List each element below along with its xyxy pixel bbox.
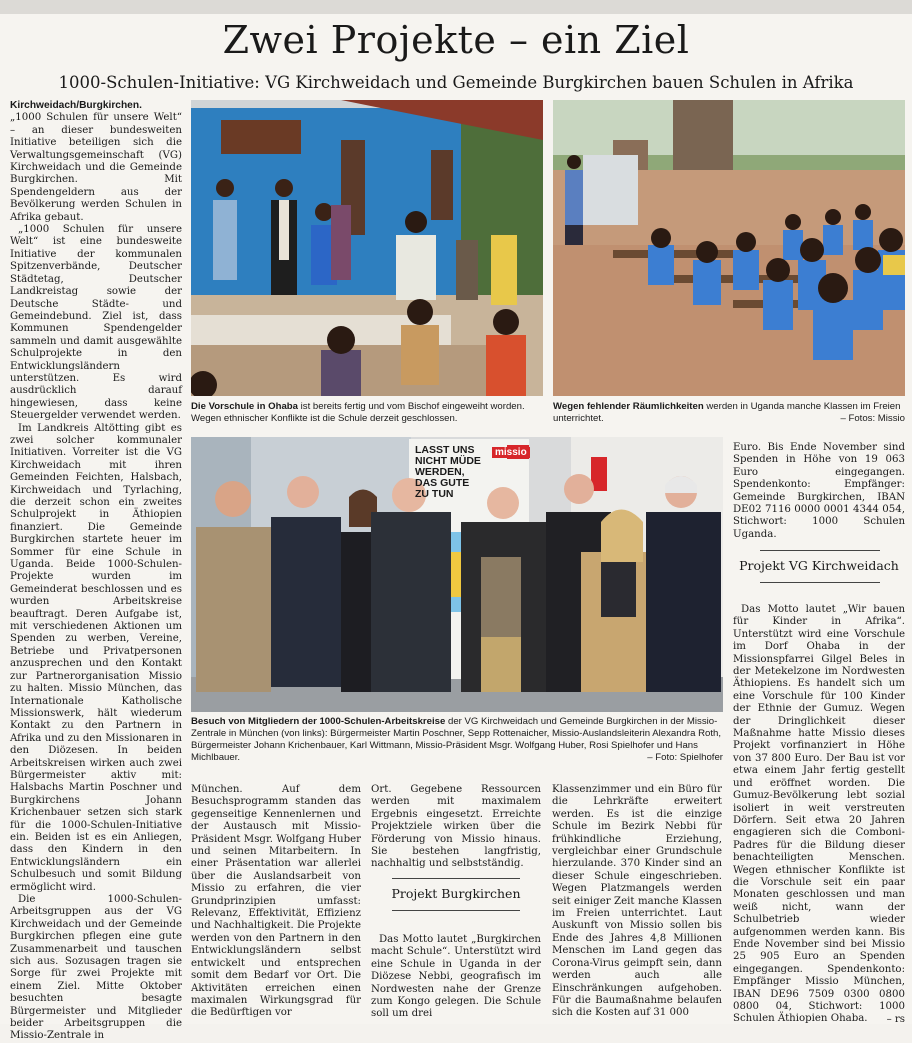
photo-uganda-outdoor-class [553, 100, 905, 396]
paragraph: Euro. Bis Ende November sind Spenden in Höhe von 19 063 Euro eingegangen. Spendenkonto: Empfänger: Gemeinde Burgkirchen, IBAN DE02 7116 0000 0001 4344 054, Stichwort: 1000 Schulen Uganda. [733, 442, 905, 540]
text-column-2 [191, 784, 361, 1020]
caption-text: der VG Kirchweidach und Gemeinde Burgkirchen in der Missio-Zentrale in München (von links): Bürgermeister Martin Poschner, Sepp Rottenaicher, Missio-Auslandsleiterin Alexandra Roth, Bürgermeister Johann Krichenbauer, Karl Wittmann, Missio-Präsident Msgr. Wolfgang Huber, Rosi Spielhofer und Hans Michlbauer. [191, 716, 722, 763]
paragraph: Das Motto lautet „Burgkirchen macht Schule“. Unterstützt wird eine Schule in Uganda in der Diözese Nebbi, geografisch im Nordwesten nahe der Grenze zum Kongo gelegen. Die Schule soll um drei [371, 934, 541, 1020]
text-column-3b [371, 934, 541, 1021]
text-column-1 [10, 100, 182, 1043]
caption-text: werden in Uganda manche Klassen im Freien unterrichtet. [553, 401, 901, 424]
caption-lead: Besuch von Mitgliedern der 1000-Schulen-Arbeitskreise [191, 716, 446, 727]
top-strip [0, 0, 912, 14]
caption-lead: Wegen fehlender Räumlichkeiten [553, 401, 704, 412]
paragraph: Klassenzimmer und ein Büro für die Lehrkräfte erweitert werden. Es ist die einzige Schule im Bezirk Nebbi für frühkindliche Erziehung, vergleichbar einer Grundschule hierzulande. 370 Kinder sind an dieser Schule eingeschrieben. Wegen Platzmangels werden seit einiger Zeit manche Klassen im Freien unterrichtet. Laut Auskunft von Missio sollen bis Ende des Jahres 4,8 Millionen Menschen im Land gegen das Corona-Virus geimpft sein, dann werden auch alle Einschränkungen aufgehoben. Für die Baumaßnahme belaufen sich die Kosten auf 31 000 [552, 784, 722, 1019]
section-rule-bottom [760, 582, 880, 583]
photo-group-missio-munich [191, 437, 723, 712]
text-column-5 [733, 442, 905, 541]
section-rule-top [392, 878, 520, 879]
photo-credit: – Fotos: Missio [840, 413, 905, 424]
article-subheadline: 1000-Schulen-Initiative: VG Kirchweidach und Gemeinde Burgkirchen bauen Schulen in Afrika [58, 73, 854, 92]
paragraph: „1000 Schulen für unsere Welt“ – an dieser bundesweiten Initiative beteiligen sich die Verwaltungsgemeinschaft (VG) Kirchweidach und die Gemeinde Burgkirchen. Mit Spendengeldern aus der Bevölkerung werden Schulen in Afrika gebaut. [10, 112, 182, 223]
section-heading-burgkirchen: Projekt Burgkirchen [391, 886, 521, 901]
caption-text: ist bereits fertig und vom Bischof eingeweiht worden. Wegen ethnischer Konflikte ist die Schule derzeit geschlossen. [191, 401, 525, 424]
paragraph: Im Landkreis Altötting gibt es zwei solcher kommunaler Initiativen. Vorreiter ist die VG Kirchweidach mit ihren Gemeinden Feichten, Halsbach, Kirchweidach und Tyrlaching, die derzeit schon ein zweites Schulprojekt in Äthiopien finanziert. Die Gemeinde Burgkirchen startete heuer im Sommer für eine Schule in Uganda. Beide 1000-Schulen-Projekte wurden im Gemeinderat beschlossen und es wurden Arbeitskreise beauftragt. Deren Aufgabe ist, mit verschiedenen Aktionen um Spenden zu werben, Vereine, Betriebe und Privatpersonen anzusprechen und den Kontakt zur Partnerorganisation Missio zu halten. Missio München, das Internationale Katholische Missionswerk, hält wiederum Kontakt zu den Partnern in Afrika und zu den Missionaren in den Diözesen. In beiden Arbeitskreisen wirken auch zwei Bürgermeister aktiv mit: Halsbachs Martin Poschner und Burgkirchens Johann Krichenbauer setzen sich stark für die 1000-Schulen-Initiative ein. Beiden ist es ein Anliegen, dass den Kindern in den Entwicklungsländern ein Schulbesuch und somit Bildung ermöglicht wird. [10, 422, 182, 893]
text-column-5b [733, 604, 905, 1026]
article-headline: Zwei Projekte – ein Ziel [222, 18, 690, 62]
paragraph: „1000 Schulen für unsere Welt“ ist eine bundesweite Initiative der kommunalen Spitzenverbände, Deutscher Städtetag, Deutscher Landkreistag sowie der Deutsche Städte- und Gemeindebund. Ziel ist, dass Kommunen Spendengelder sammeln und damit ausgewählte Schulprojekte in den Entwicklungsländern unterstützen. Es wird ausdrücklich darauf hingewiesen, dass keine Steuergelder verwendet werden. [10, 224, 182, 422]
photo-credit: – Foto: Spielhofer [647, 752, 723, 763]
section-rule-bottom [392, 910, 520, 911]
text-column-4 [552, 784, 722, 1020]
author-signature: – rs [886, 1013, 905, 1025]
dateline: Kirchweidach/Burgkirchen. [10, 100, 142, 111]
paragraph: München. Auf dem Besuchsprogramm standen das gegenseitige Kennenlernen und der Austausch mit Missio-Präsident Msgr. Wolfgang Huber und seinen Mitarbeitern. In einer Präsentation war allerlei über die Auslandsarbeit von Missio zu erfahren, die vier Grundprinzipien umfasst: Relevanz, Effektivität, Effizienz und Nachhaltigkeit. Die Projekte werden von den Partnern in den Entwicklungsländern selbst entwickelt und entsprechen somit dem Bedarf vor Ort. Die Aktivitäten erreichen einen maximalen Wirkungsgrad für die Bedürftigen vor [191, 784, 361, 1019]
section-rule-top [760, 550, 880, 551]
section-heading-kirchweidach: Projekt VG Kirchweidach [739, 558, 899, 573]
text-column-3 [371, 784, 541, 871]
caption-photo-3 [191, 716, 723, 764]
caption-photo-1 [191, 401, 543, 425]
missio-logo: missio [492, 447, 530, 458]
photo-preschool-ohaba [191, 100, 543, 396]
paragraph: Die 1000-Schulen-Arbeitsgruppen aus der VG Kirchweidach und der Gemeinde Burgkirchen pflegen eine gute Zusammenarbeit und tauschen sich aus. Sozusagen tragen sie Sorge für zwei Projekte mit einem Ziel. Mitte Oktober besuchten besagte Bürgermeister und Mitglieder beider Arbeitsgruppen die Missio-Zentrale in [10, 894, 182, 1042]
banner-text: LASST UNS NICHT MÜDE WERDEN, DAS GUTE ZU TUN [415, 444, 481, 500]
paragraph: Das Motto lautet „Wir bauen für Kinder in Afrika“. Unterstützt wird eine Vorschule im Dorf Ohaba in der Missionspfarrei Gilgel Beles in der Metekelzone im Nordwesten Äthiopiens. Es handelt sich um eine Vorschule für 100 Kinder der Ethnie der Gumuz. Wegen der Dringlichkeit dieser Maßnahme hatte Missio dieses Projekt vorfinanziert in Höhe von 37 800 Euro. Der Bau ist vor etwa einem Jahr fertig gestellt und eröffnet worden. Die Gumuz-Bevölkerung lebt sozial isoliert in weit verstreuten Dörfern. Seit etwa 20 Jahren engagieren sich die Comboni-Padres für die Bildung dieser benachteiligten Menschen. Wegen ethnischer Konflikte ist die Vorschule seit ein paar Monaten geschlossen und man weiß nicht, wann der Schulbetrieb wieder aufgenommen werden kann. Bis Ende November sind bei Missio 25 905 Euro an Spenden eingegangen. Spendenkonto: Empfänger Missio München, IBAN DE96 7509 0300 0800 0800 04, Stichwort: 1000 Schulen Äthiopien Ohaba. [733, 604, 905, 1025]
paragraph: Ort. Gegebene Ressourcen werden mit maximalem Ergebnis eingesetzt. Erreichte Projektziele wirken über die Förderung von Missio hinaus. Sie bestehen langfristig, nachhaltig und selbstständig. [371, 784, 541, 870]
caption-lead: Die Vorschule in Ohaba [191, 401, 298, 412]
caption-photo-2 [553, 401, 905, 425]
